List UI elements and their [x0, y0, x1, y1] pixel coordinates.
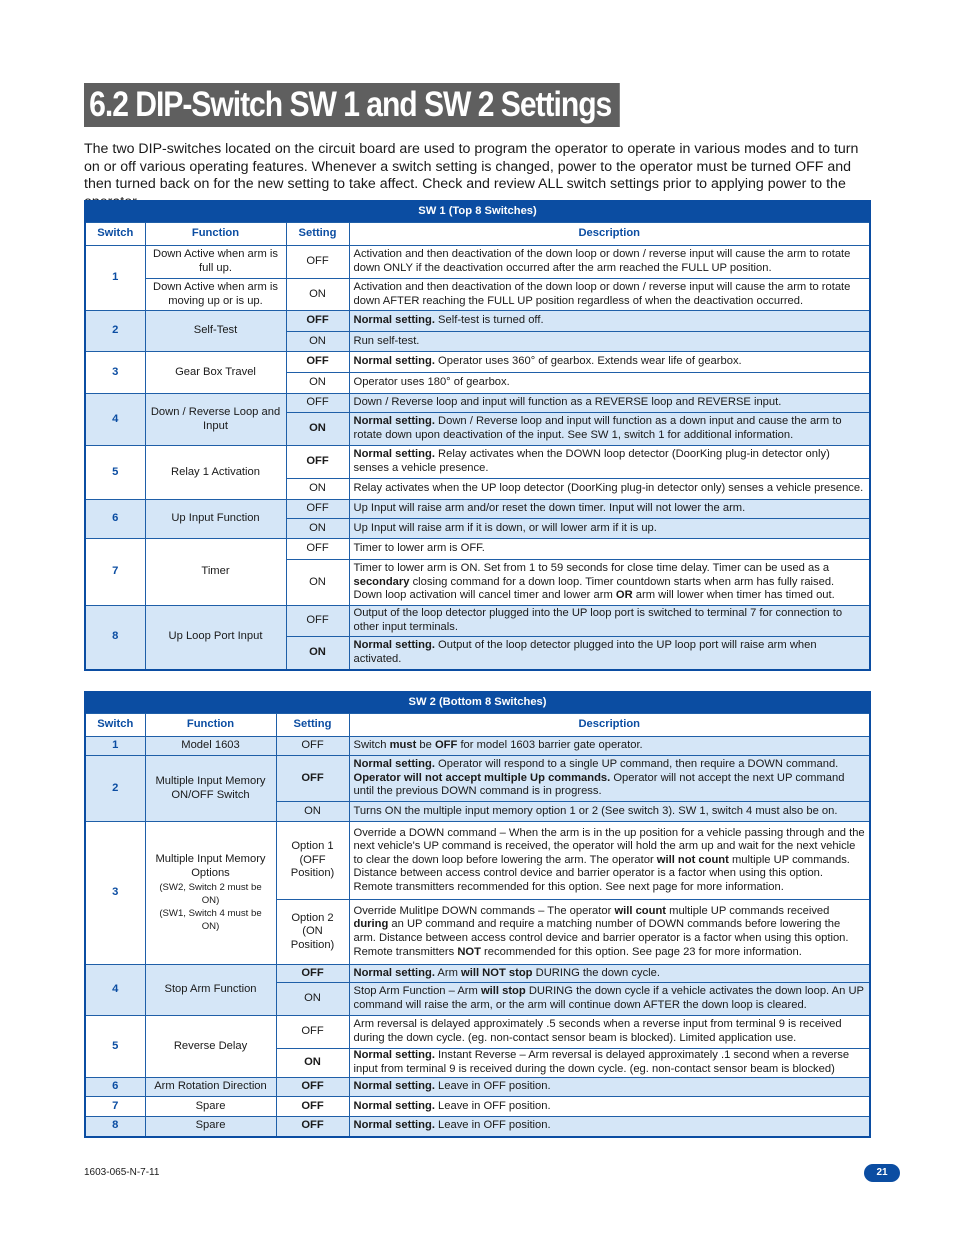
- setting-cell: OFF: [276, 1117, 349, 1137]
- description-text: Operator will respond to a single UP command, then require a DOWN command.: [434, 758, 839, 771]
- switch-number: 7: [85, 539, 145, 606]
- setting-cell: ON: [286, 413, 349, 446]
- setting-cell: OFF: [276, 1078, 349, 1097]
- setting-cell: ON: [276, 1049, 349, 1078]
- description-cell: [349, 311, 870, 332]
- function-cell: Multiple Input Memory ON/OFF Switch: [145, 756, 276, 822]
- normal-setting-label: Normal setting.: [353, 639, 435, 652]
- normal-setting-label: Normal setting.: [353, 1080, 435, 1093]
- description-cell: [349, 1049, 870, 1078]
- col-function: Function: [145, 714, 276, 737]
- description-text: DURING the down cycle if a vehicle activates the down loop. An UP command will raise the arm, or the arm will continue down AFTER the down loop is cleared.: [353, 985, 864, 1011]
- setting-cell: ON: [286, 279, 349, 311]
- setting-cell: OFF: [286, 246, 349, 279]
- normal-setting-label: Normal setting.: [353, 355, 435, 368]
- switch-number: 6: [85, 1078, 145, 1097]
- setting-cell: ON: [286, 373, 349, 394]
- description-text: Override MulitIpe DOWN commands – The operator: [353, 904, 615, 917]
- description-cell: Activation and then deactivation of the down loop or down / reverse input will cause the arm to rotate down ONLY if the deactivation occurred after the arm reached the FULL UP position.: [349, 246, 870, 279]
- normal-setting-label: Normal setting.: [353, 966, 435, 979]
- function-cell: Gear Box Travel: [145, 352, 286, 394]
- description-text: Operator uses 360° of gearbox. Extends wear life of gearbox.: [434, 355, 742, 368]
- col-setting: Setting: [276, 714, 349, 737]
- setting-cell: OFF: [276, 1097, 349, 1117]
- page-title: 6.2 DIP-Switch SW 1 and SW 2 Settings: [84, 83, 620, 127]
- function-cell: Up Input Function: [145, 500, 286, 539]
- description-text: Stop Arm Function – Arm: [353, 985, 481, 998]
- setting-cell: OFF: [286, 352, 349, 373]
- setting-cell: Option 2 (ON Position): [276, 900, 349, 965]
- switch-number: 1: [85, 246, 145, 311]
- description-text: arm will lower when timer has timed out.: [632, 589, 835, 602]
- switch-number: 8: [85, 1117, 145, 1137]
- function-cell: [145, 822, 276, 965]
- col-switch: Switch: [85, 223, 145, 246]
- description-cell: [349, 413, 870, 446]
- emphasis-text: during: [353, 918, 389, 931]
- description-text: for model 1603 barrier gate operator.: [457, 739, 643, 752]
- function-cell: Spare: [145, 1097, 276, 1117]
- setting-cell: OFF: [286, 500, 349, 519]
- emphasis-text: NOT: [457, 945, 481, 958]
- switch-number: 2: [85, 311, 145, 352]
- normal-setting-label: Normal setting.: [353, 1049, 435, 1062]
- switch-number: 5: [85, 1016, 145, 1078]
- description-text: DURING the down cycle.: [532, 966, 660, 979]
- col-description: Description: [349, 714, 870, 737]
- normal-setting-label: Normal setting.: [353, 758, 435, 771]
- col-function: Function: [145, 223, 286, 246]
- normal-setting-label: Normal setting.: [353, 314, 435, 327]
- description-text: Switch: [353, 739, 390, 752]
- setting-cell: ON: [286, 637, 349, 670]
- switch-number: 1: [85, 737, 145, 756]
- emphasis-text: will stop: [480, 985, 526, 998]
- emphasis-text: secondary: [353, 575, 410, 588]
- sw2-header: SW 2 (Bottom 8 Switches): [85, 692, 870, 714]
- col-setting: Setting: [286, 223, 349, 246]
- switch-number: 8: [85, 606, 145, 670]
- setting-cell: OFF: [286, 539, 349, 560]
- emphasis-text: must: [389, 739, 417, 752]
- function-cell: Relay 1 Activation: [145, 446, 286, 500]
- function-cell: Reverse Delay: [145, 1016, 276, 1078]
- function-text: Multiple Input Memory Options: [155, 853, 266, 879]
- switch-number: 2: [85, 756, 145, 822]
- description-cell: Up Input will raise arm and/or reset the down timer. Input will not lower the arm.: [349, 500, 870, 519]
- function-note: (SW1, Switch 4 must be ON): [159, 907, 262, 932]
- description-cell: [349, 1117, 870, 1137]
- description-cell: [349, 965, 870, 983]
- function-note: (SW2, Switch 2 must be ON): [159, 881, 262, 906]
- description-text: Operator will not accept the next UP command until the previous DOWN command is in progress.: [353, 771, 845, 798]
- description-cell: [349, 1078, 870, 1097]
- switch-number: 4: [85, 394, 145, 446]
- sw1-header: SW 1 (Top 8 Switches): [85, 201, 870, 223]
- switch-number: 7: [85, 1097, 145, 1117]
- description-text: Arm: [434, 966, 462, 979]
- setting-cell: OFF: [276, 756, 349, 802]
- setting-cell: OFF: [286, 446, 349, 479]
- description-cell: [349, 560, 870, 606]
- function-cell: Stop Arm Function: [145, 965, 276, 1016]
- description-cell: Run self-test.: [349, 332, 870, 352]
- document-code: 1603-065-N-7-11: [84, 1167, 160, 1178]
- emphasis-text: Operator will not accept multiple Up commands.: [353, 771, 611, 784]
- description-text: Leave in OFF position.: [434, 1099, 551, 1112]
- function-cell: Down / Reverse Loop and Input: [145, 394, 286, 446]
- function-cell: Model 1603: [145, 737, 276, 756]
- setting-cell: ON: [286, 332, 349, 352]
- emphasis-text: will count: [614, 904, 667, 917]
- description-text: be: [416, 739, 435, 752]
- description-text: Self-test is turned off.: [434, 314, 544, 327]
- emphasis-text: will NOT stop: [461, 966, 533, 979]
- description-text: Down / Reverse loop and input will function as a down input and cause the arm to rotate down upon deactivation of the input. See SW 1, switch 1 for additional information.: [353, 415, 842, 441]
- description-cell: Turns ON the multiple input memory option 1 or 2 (See switch 3). SW 1, switch 4 must also be on.: [349, 802, 870, 822]
- normal-setting-label: Normal setting.: [353, 448, 435, 461]
- description-cell: Down / Reverse loop and input will function as a REVERSE loop and REVERSE input.: [349, 394, 870, 413]
- description-cell: [349, 352, 870, 373]
- description-text: Override a DOWN command – When the arm is in the up position for a vehicle passing through and the next vehicle's UP command is received, the operator will hold the arm up and wait for the next vehicle to clear the down loop before lowering the arm. The operator: [353, 826, 865, 866]
- description-text: multiple UP commands received: [666, 904, 830, 917]
- setting-cell: ON: [276, 983, 349, 1016]
- setting-cell: OFF: [286, 311, 349, 332]
- description-text: Instant Reverse – Arm reversal is delayed approximately .1 second when a reverse input from terminal 9 is received during the down cycle. (eg. non-contact sensor beam is blocked): [353, 1049, 850, 1075]
- description-cell: [349, 1097, 870, 1117]
- setting-cell: OFF: [276, 1016, 349, 1049]
- description-text: Output of the loop detector plugged into the UP loop port will raise arm when activated.: [353, 639, 817, 665]
- description-cell: Timer to lower arm is OFF.: [349, 539, 870, 560]
- emphasis-text: OR: [615, 589, 633, 602]
- switch-number: 3: [85, 822, 145, 965]
- description-text: recommended for this option. See page 23 for more information.: [480, 945, 802, 958]
- description-text: Leave in OFF position.: [434, 1119, 551, 1132]
- sw1-table: [84, 200, 871, 671]
- description-cell: [349, 983, 870, 1016]
- setting-cell: ON: [286, 560, 349, 606]
- switch-number: 6: [85, 500, 145, 539]
- description-cell: Up Input will raise arm if it is down, or will lower arm if it is up.: [349, 519, 870, 539]
- description-text: multiple UP commands. Distance between access control device and barrier operator is a factor when using this option. Remote transmitters recommended for this option. See next page for more information.: [353, 853, 850, 893]
- setting-cell: ON: [286, 519, 349, 539]
- intro-paragraph: The two DIP-switches located on the circuit board are used to program the operator to operate in various modes and to turn on or off various operating features. Whenever a switch setting is changed, power to the operator must be turned OFF and then turned back on for the new setting to take affect. Check and review ALL switch settings prior to applying power to the: [84, 141, 859, 192]
- setting-cell: ON: [276, 802, 349, 822]
- description-cell: Operator uses 180° of gearbox.: [349, 373, 870, 394]
- description-text: an UP command and require a matching number of DOWN commands before lowering the arm. Distance between access control device and barrier operator is a factor when using this option. Remote transmitters: [353, 918, 849, 958]
- description-cell: Relay activates when the UP loop detector (DoorKing plug-in detector only) senses a vehicle presence.: [349, 479, 870, 500]
- description-cell: [349, 822, 870, 900]
- description-cell: Output of the loop detector plugged into the UP loop port is switched to terminal 7 for connection to other input terminals.: [349, 606, 870, 637]
- sw2-table: [84, 691, 871, 1138]
- normal-setting-label: Normal setting.: [353, 1119, 435, 1132]
- setting-cell: OFF: [286, 606, 349, 637]
- description-cell: Activation and then deactivation of the down loop or down / reverse input will cause the arm to rotate down AFTER reaching the FULL UP position regardless of when the deactivation occurred.: [349, 279, 870, 311]
- switch-number: 5: [85, 446, 145, 500]
- function-cell: Down Active when arm is full up.: [145, 246, 286, 279]
- col-switch: Switch: [85, 714, 145, 737]
- normal-setting-label: Normal setting.: [353, 415, 435, 428]
- description-cell: Arm reversal is delayed approximately .5 seconds when a reverse input from terminal 9 is received during the down cycle. (eg. non-contact sensor beam is blocked). Limited application use.: [349, 1016, 870, 1049]
- description-cell: [349, 737, 870, 756]
- function-cell: Spare: [145, 1117, 276, 1137]
- description-cell: [349, 756, 870, 802]
- switch-number: 4: [85, 965, 145, 1016]
- emphasis-text: will not count: [656, 853, 729, 866]
- switch-number: 3: [85, 352, 145, 394]
- setting-cell: OFF: [276, 965, 349, 983]
- function-cell: Self-Test: [145, 311, 286, 352]
- setting-cell: Option 1 (OFF Position): [276, 822, 349, 900]
- function-cell: Down Active when arm is moving up or is up.: [145, 279, 286, 311]
- function-cell: Up Loop Port Input: [145, 606, 286, 670]
- setting-cell: OFF: [286, 394, 349, 413]
- description-cell: [349, 637, 870, 670]
- description-text: closing command for a down loop. Timer countdown starts when arm has fully raised. Down loop activation will cancel timer and lower arm: [353, 575, 835, 602]
- description-cell: [349, 446, 870, 479]
- setting-cell: ON: [286, 479, 349, 500]
- function-cell: Timer: [145, 539, 286, 606]
- page-number: 21: [864, 1164, 900, 1182]
- col-description: Description: [349, 223, 870, 246]
- normal-setting-label: Normal setting.: [353, 1099, 435, 1112]
- description-text: Timer to lower arm is ON. Set from 1 to 59 seconds for close time delay. Timer can be used as a: [353, 562, 830, 575]
- function-cell: Arm Rotation Direction: [145, 1078, 276, 1097]
- emphasis-text: OFF: [434, 739, 458, 752]
- description-cell: [349, 900, 870, 965]
- description-text: Relay activates when the DOWN loop detector (DoorKing plug-in detector only) senses a vehicle presence.: [353, 448, 830, 474]
- description-text: Leave in OFF position.: [434, 1080, 551, 1093]
- setting-cell: OFF: [276, 737, 349, 756]
